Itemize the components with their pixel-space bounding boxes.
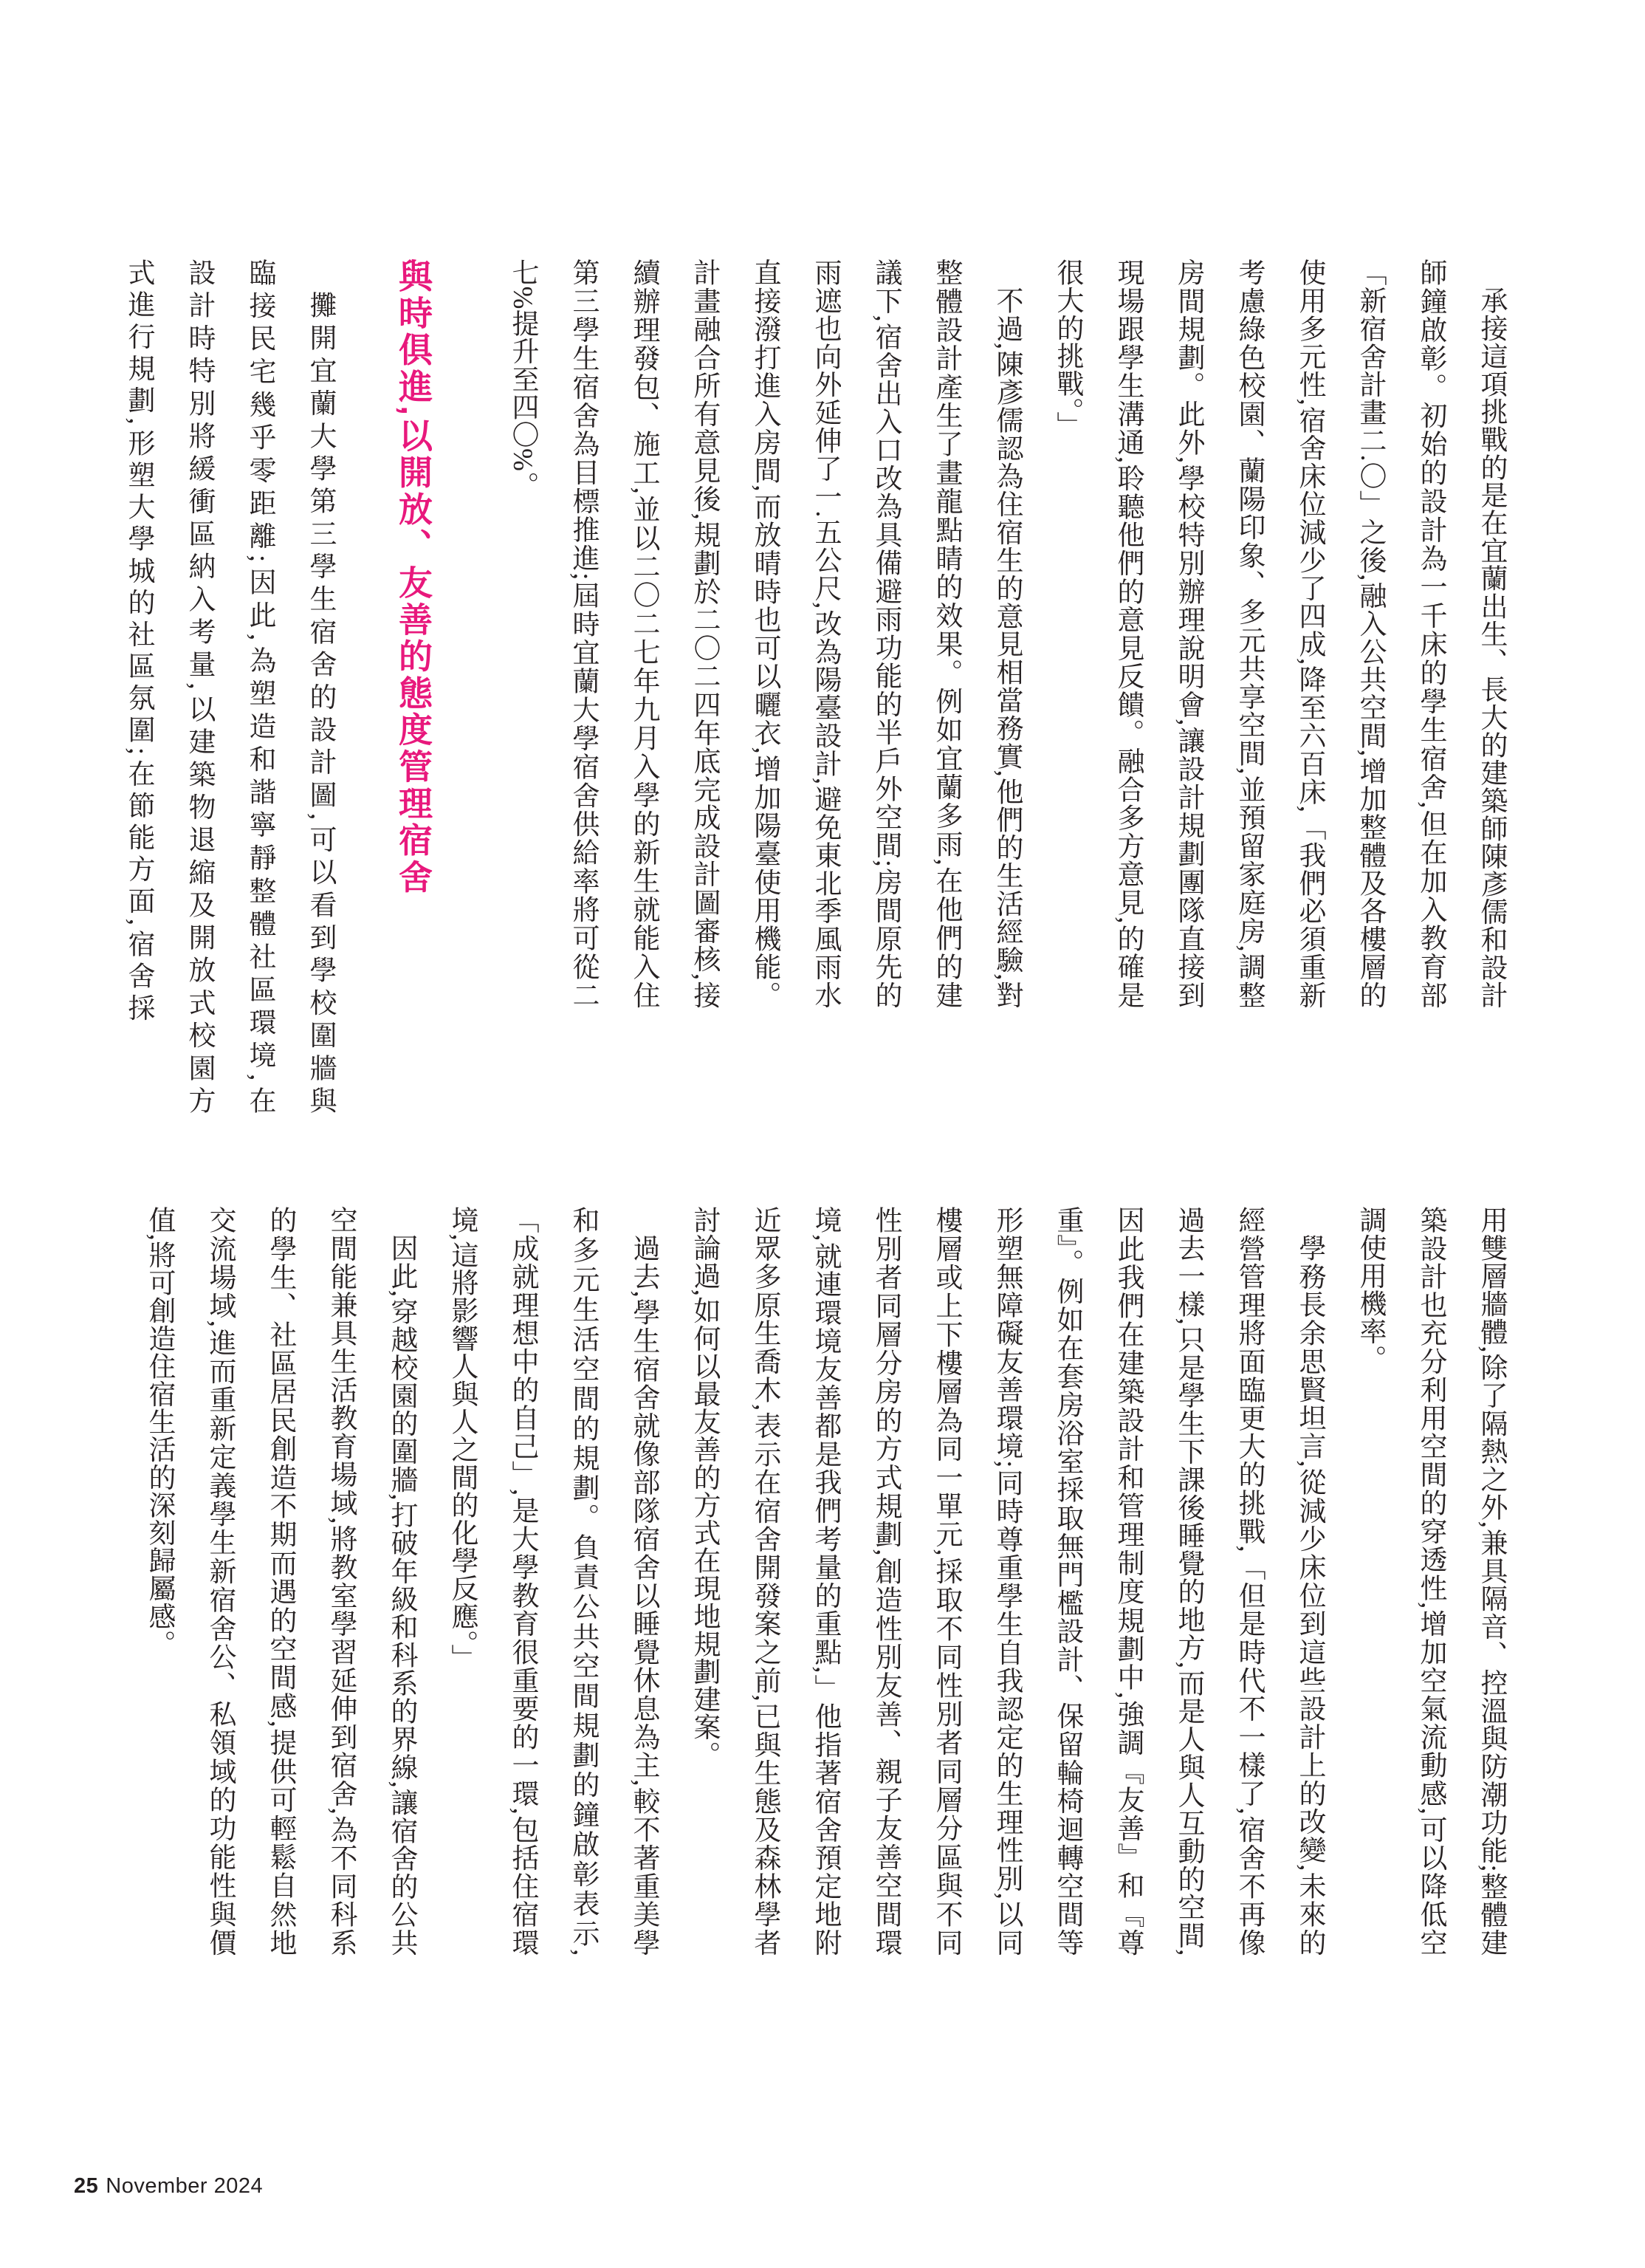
article-band-upper xyxy=(108,258,1521,1123)
paragraph: 過去,學生宿舍就像部隊宿舍以睡覺休息為主,較不著重美學和多元生活空間的規劃。負責公共空間規劃的鐘啟彰表示,「成就理想中的自己」,是大學教育很重要的一環,包括住宿環境,這將影響人與人之間的化學反應。」 xyxy=(447,1206,659,1956)
footer-page-number: 25 xyxy=(74,2174,99,2198)
paragraph: 因此,穿越校園的圍牆,打破年級和科系的界線,讓宿舍的公共空間能兼具生活教育場域,將教室學習延伸到宿舍,為不同科系的學生、社區居民創造不期而遇的空間感,提供可輕鬆自然地交流場域,進而重新定義學生新宿舍公、私領域的功能性與價值,將可創造住宿生活的深刻歸屬感。 xyxy=(144,1206,416,1956)
paragraph: 承接這項挑戰的是在宜蘭出生、長大的建築師陳彥儒和設計師鐘啟彰。初始的設計為一千床的學生宿舍,但在加入教育部「新宿舍計畫二.〇」之後,融入公共空間,增加整體及各樓層的使用多元性,宿舍床位減少了四成,降至六百床,「我們必須重新考慮綠色校園、蘭陽印象、多元共享空間,並預留家庭房,調整房間規劃。此外,學校特別辦理說明會,讓設計規劃團隊直接到現場跟學生溝通,聆聽他們的意見反饋。融合多方意見,的確是很大的挑戰。」 xyxy=(1052,258,1506,1009)
section-heading: 與時俱進,以開放、友善的態度管理宿舍 xyxy=(394,258,433,897)
upper-main-block xyxy=(492,258,1521,1009)
footer-date xyxy=(74,2174,263,2199)
upper-left-block xyxy=(108,258,350,1118)
paragraph: 攤開宜蘭大學第三學生宿舍的設計圖,可以看到學校圍牆與臨接民宅幾乎零距離;因此,為塑造和諧寧靜整體社區環境,在設計時特別將緩衝區納入考量,以建築物退縮及開放式校園方式進行規劃,形塑大學城的社區氛圍;在節能方面,宿舍採 xyxy=(123,258,335,1118)
paragraph: 不過,陳彥儒認為住宿生的意見相當務實,他們的生活經驗,對整體設計產生了畫龍點睛的效果。例如宜蘭多雨,在他們的建議下,宿舍出入口改為具備避雨功能的半戶外空間;房間原先的雨遮也向外延伸了一.五公尺,改為陽臺設計,避免東北季風雨水直接潑打進入房間,而放晴時也可以曬衣,增加陽臺使用機能。計畫融合所有意見後,規劃於二〇二四年底完成設計圖審核,接續辦理發包、施工,並以二〇二七年九月入學的新生就能入住第三學生宿舍為目標推進;屆時宜蘭大學宿舍供給率將可從二七%提升至四〇%。 xyxy=(507,258,1022,1009)
paragraph: 學務長余思賢坦言,從減少床位到這些設計上的改變,未來的經營管理將面臨更大的挑戰,「但是時代不一樣了,宿舍不再像過去一樣,只是學生下課後睡覺的地方,而是人與人互動的空間,因此我們在建築設計和管理制度規劃中,強調『友善』和『尊重』。例如在套房浴室採取無門檻設計、保留輪椅迴轉空間等形塑無障礙友善環境;同時尊重學生自我認定的生理性別,以同樓層或上下樓層為同一單元,採取不同性別者同層分區與不同性別者同層分房的方式規劃,創造性別友善、親子友善空間環境,就連環境友善都是我們考量的重點,」他指著宿舍預定地附近眾多原生喬木,表示在宿舍開發案之前,已與生態及森林學者討論過,如何以最友善的方式在現地規劃建案。 xyxy=(689,1206,1325,1956)
paragraph: 用雙層牆體,除了隔熱之外,兼具隔音、控溫與防潮功能;整體建築設計也充分利用空間的穿透性,增加空氣流動感,可以降低空調使用機率。 xyxy=(1355,1206,1506,1956)
footer-month-year: November 2024 xyxy=(106,2174,264,2198)
article-band-lower xyxy=(128,1206,1521,1956)
